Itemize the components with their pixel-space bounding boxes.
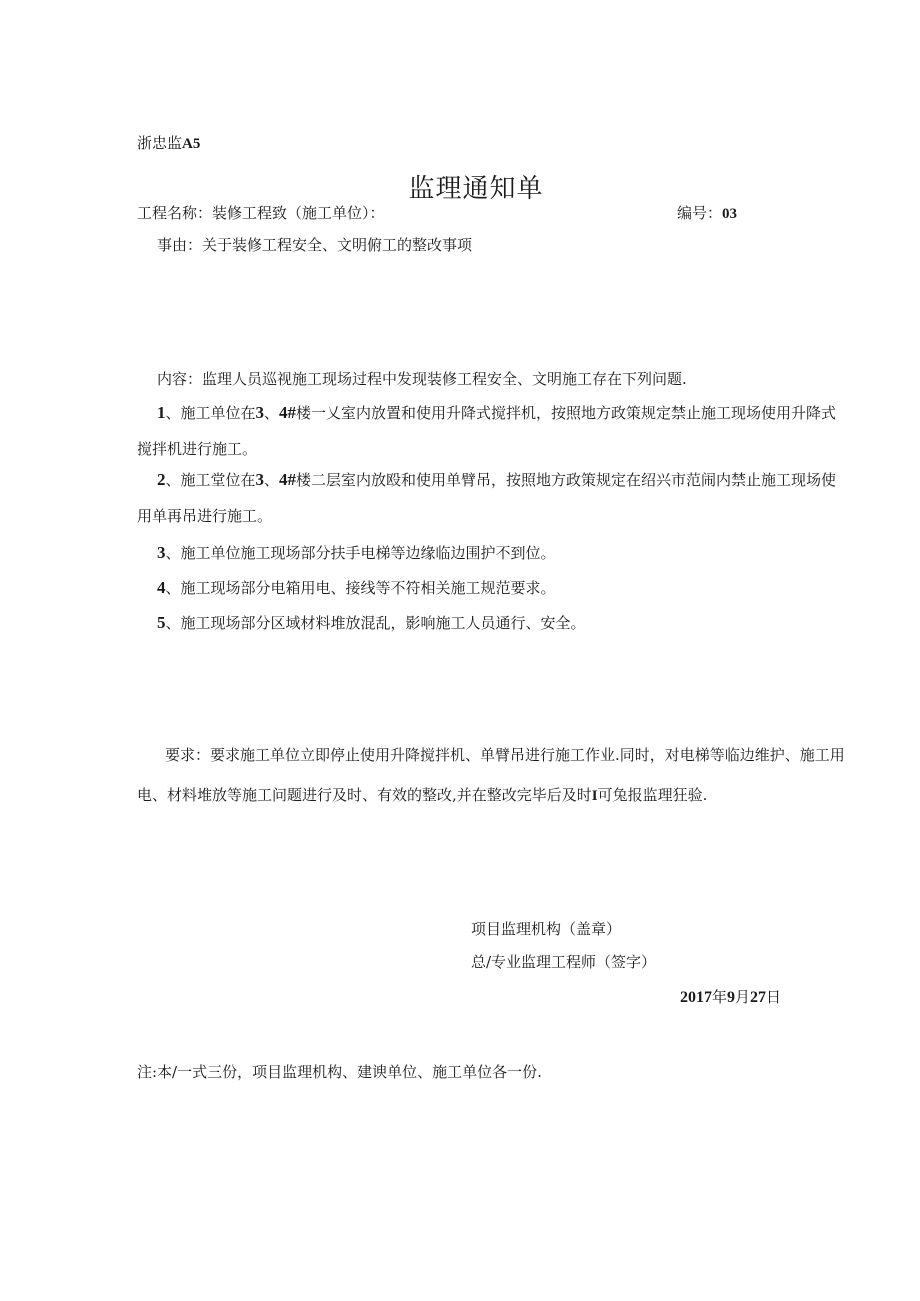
requirement-text-bold: I xyxy=(591,788,598,804)
number-label: 编号： xyxy=(677,204,723,222)
requirement-text: 可兔报监理狂验. xyxy=(597,786,708,804)
building-number: 3 xyxy=(255,403,265,422)
building-number: 4# xyxy=(279,403,297,422)
issue-text: 、施工现场部分区域材料堆放混乱，影响施工人员通行、安全。 xyxy=(165,614,586,632)
number-value: 03 xyxy=(722,206,738,222)
issue-number: 1 xyxy=(157,403,166,422)
issue-item-2 xyxy=(137,462,847,534)
issue-text: 、 xyxy=(264,471,280,489)
issue-item-4 xyxy=(137,570,847,606)
issue-number: 5 xyxy=(157,613,166,632)
date-year: 2017 xyxy=(680,989,712,1006)
issue-number: 4 xyxy=(157,578,166,597)
requirement-paragraph xyxy=(137,735,847,816)
signature-date xyxy=(680,986,781,1007)
date-day-unit: 日 xyxy=(766,988,782,1006)
date-month: 9 xyxy=(727,989,736,1006)
document-title: 监理通知单 xyxy=(408,174,544,204)
form-code-suffix: A5 xyxy=(182,136,201,152)
form-code-prefix: 浙忠监 xyxy=(137,134,183,152)
engineer-signature-label: 总/专业监理工程师（签字） xyxy=(471,953,657,971)
document-number xyxy=(677,202,737,223)
issue-text: 楼二层室内放殴和使用单臂吊，按照地方政策规定在绍兴市范闹内禁止施工现场使用单再吊进行施工。 xyxy=(137,471,837,525)
issue-text: 、施工单位施工现场部分扶手电梯等边缘临边围护不到位。 xyxy=(165,544,556,562)
issue-item-3 xyxy=(137,535,847,571)
issue-text: 、施工堂位在 xyxy=(165,471,256,489)
issue-text: 、施工现场部分电箱用电、接线等不符相关施工规范要求。 xyxy=(165,579,556,597)
date-day: 27 xyxy=(750,989,767,1006)
subject-line: 事由：关于装修工程安全、文明俯工的整改事项 xyxy=(157,236,473,254)
issue-item-1 xyxy=(137,395,847,467)
supervision-org-seal-label: 项目监理机构（盖章） xyxy=(471,920,622,938)
date-year-unit: 年 xyxy=(712,988,728,1006)
building-number: 3 xyxy=(255,470,265,489)
project-name-label: 工程名称：装修工程致（施工单位）： xyxy=(137,204,385,222)
issue-number: 3 xyxy=(157,543,166,562)
issue-text: 、 xyxy=(264,404,280,422)
issue-item-5 xyxy=(137,605,847,641)
footnote: 注:本/一式三份，项目监理机构、建谀单位、施工单位各一份. xyxy=(137,1063,542,1081)
requirement-text: 要求：要求施工单位立即停止使用升降搅拌机、单臂吊进行施工作业.同时，对电梯等临边维护、施工用电、材料堆放等施工问题进行及时、有效的整改,并在整改完毕后及时 xyxy=(137,746,845,804)
issue-text: 楼一乂室内放置和使用升降式搅拌机，按照地方政策规定禁止施工现场使用升降式搅拌机进行施工。 xyxy=(137,404,837,458)
issue-text: 、施工单位在 xyxy=(165,404,256,422)
issue-number: 2 xyxy=(157,470,166,489)
form-code xyxy=(137,132,200,153)
date-month-unit: 月 xyxy=(735,988,751,1006)
building-number: 4# xyxy=(279,470,297,489)
content-intro: 内容：监理人员巡视施工现场过程中发现装修工程安全、文明施工存在下列问题. xyxy=(157,370,687,388)
